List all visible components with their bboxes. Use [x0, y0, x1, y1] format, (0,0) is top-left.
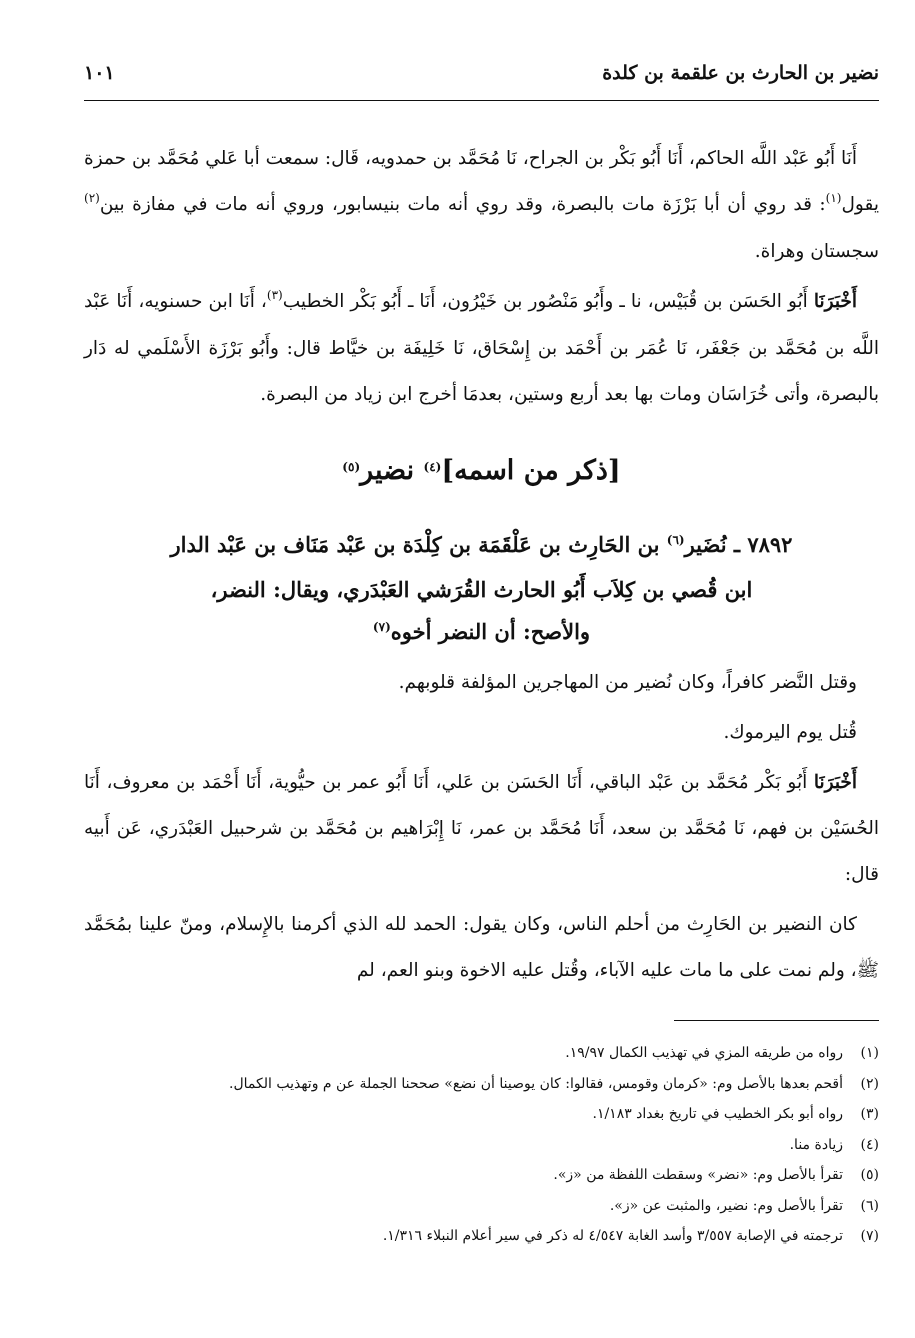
text-run: أَبُو بَكْر مُحَمَّد بن عَبْد الباقي، أَنَا الحَسَن بن عَلي، أَنَا أَبُو عمر بن حيُّوية، أَنَا أَحْمَد بن معروف، أَنَا الحُسَيْن بن فهم، نَا مُحَمَّد بن سعد، أَنَا مُحَمَّد بن عمر، نَا إِبْرَاهيم بن مُحَمَّد بن شرحبيل العَبْدَري، عَن أَبيه قال:	[84, 772, 879, 885]
text-run: سجستان وهراة.	[754, 241, 879, 262]
footnote-number: (٧)	[860, 1228, 879, 1244]
paragraph-3: وقتل النَّضر كافراً، وكان نُضير من المهاجرين المؤلفة قلوبهم.	[398, 672, 857, 693]
footnote-number: (٢)	[860, 1075, 879, 1092]
footnote	[84, 1069, 879, 1100]
header-rule	[84, 100, 879, 101]
footnotes	[84, 1038, 879, 1252]
entry-heading-line-1	[84, 524, 879, 569]
footnote-number: (٣)	[860, 1106, 879, 1122]
paragraph-6: كان النضير بن الحَارِث من أحلم الناس، وكان يقول: الحمد لله الذي أكرمنا بالإِسلام، ومنّ علينا بمُحَمَّد ﷺ، ولم نمت على ما مات عليه الآباء، وقُتل عليه الاخوة وبنو العم، لم	[84, 914, 879, 981]
paragraph-2	[84, 279, 879, 418]
footnote-text: ترجمته في الإصابة ٣/٥٥٧ وأسد الغابة ٤/٥٤٧ له ذكر في سير أعلام النبلاء ١/٣١٦.	[382, 1228, 843, 1244]
footnote-number: (٥)	[860, 1167, 879, 1183]
text-run: بن الحَارِث بن عَلْقَمَة بن كِلْدَة بن عَبْد مَنَاف بن عَبْد الدار	[170, 532, 667, 557]
footnote-rule	[674, 1020, 879, 1021]
footnote-ref-1[interactable]: (١)	[825, 191, 842, 205]
entry-heading-line-3	[84, 611, 879, 656]
running-header	[84, 62, 879, 84]
paragraph-1	[84, 136, 879, 275]
entry-heading-line-2: ابن قُصي بن كِلاَب أَبُو الحارث القُرَشي العَبْدَري، ويقال: النضر،	[210, 577, 753, 602]
isnad-lead: أَخْبَرَنَا	[813, 772, 857, 793]
footnote-text: رواه من طريقه المزي في تهذيب الكمال ١٩/٩٧.	[565, 1045, 843, 1061]
section-title-name: نضير	[360, 455, 424, 486]
footnote-text: تقرأ بالأصل وم: نضير، والمثبت عن «ز».	[609, 1197, 843, 1214]
footnote-ref-6[interactable]: (٦)	[666, 533, 685, 547]
paragraph-5	[84, 760, 879, 898]
footnote-ref-4[interactable]: (٤)	[423, 460, 442, 474]
footnote	[84, 1160, 879, 1191]
footnote	[84, 1130, 879, 1161]
entry-number-name: ٧٨٩٢ ـ نُضَير	[684, 532, 793, 557]
main-text	[84, 136, 879, 998]
section-heading	[84, 448, 879, 498]
footnote-number: (١)	[860, 1045, 879, 1061]
footnote-ref-2[interactable]: (٢)	[84, 191, 100, 205]
footnote-number: (٦)	[860, 1197, 879, 1214]
footnote	[84, 1191, 879, 1222]
text-run: أَبُو الحَسَن بن قُبَيْس، نا ـ وأَبُو مَنْصُور بن خَيْرُون، أَنَا ـ أَبُو بَكْر الخطيب	[282, 291, 814, 312]
footnote	[84, 1038, 879, 1069]
footnote-text: أقحم بعدها بالأصل وم: «كرمان وقومس، فقالوا: كان يوصينا أن نضع» صححنا الجملة عن م وتهذيب الكمال.	[229, 1075, 843, 1092]
running-title: نضير بن الحارث بن علقمة بن كلدة	[602, 62, 879, 84]
footnote-text: تقرأ بالأصل وم: «نضر» وسقطت اللفظة من «ز».	[553, 1167, 843, 1183]
footnote-ref-3[interactable]: (٣)	[266, 288, 283, 302]
footnote	[84, 1099, 879, 1130]
paragraph-4: قُتل يوم اليرموك.	[723, 722, 857, 743]
isnad-lead: أَخْبَرَنَا	[813, 291, 857, 312]
text-run: ، أَنَا ابن حسنويه، أَنَا عَبْد اللَّه بن مُحَمَّد بن جَعْفَر، نَا عُمَر بن أَحْمَد بن إِسْحَاق، نَا خَلِيفَة بن خيَّاط قال: وأَبُو بَرْزَة الأَسْلَمي له دَار بالبصرة، وأتى خُرَاسَان ومات بها بعد أربع وستين، بعدمَا أخرج ابن زياد من البصرة.	[84, 291, 879, 405]
entry-heading	[84, 524, 879, 656]
footnote-ref-5[interactable]: (٥)	[342, 460, 361, 474]
footnote	[84, 1221, 879, 1252]
footnote-text: زيادة منا.	[789, 1136, 843, 1153]
page-number: ١٠١	[84, 62, 115, 84]
text-run: : قد روي أن أبا بَرْزَة مات بالبصرة، وقد روي أنه مات بنيسابور، وروي أنه مات في مفازة بين	[99, 194, 826, 215]
text-run: والأصح: أن النضر أخوه	[390, 619, 591, 644]
section-title-text: [ذكر من اسمه]	[441, 455, 621, 486]
footnote-text: رواه أبو بكر الخطيب في تاريخ بغداد ١/١٨٣.	[592, 1106, 843, 1122]
footnote-ref-7[interactable]: (٧)	[372, 620, 391, 634]
footnote-number: (٤)	[860, 1136, 879, 1153]
text-run: أَنَا أَبُو عَبْد اللَّه الحاكم، أَنَا أَبُو بَكْر بن الجراح، نَا مُحَمَّد بن حمدويه، قَال: سمعت أبا عَلي مُحَمَّد بن حمزة يقول	[84, 148, 879, 215]
